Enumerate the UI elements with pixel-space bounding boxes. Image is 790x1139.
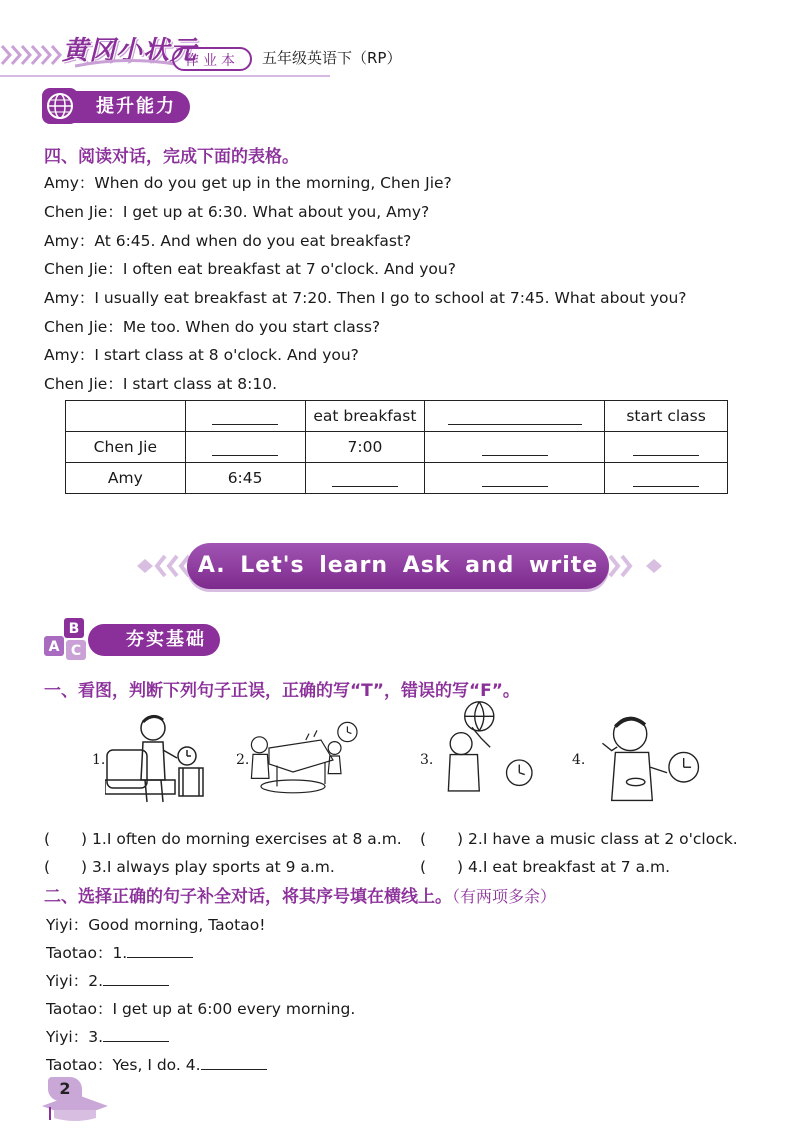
dialogue-line: Amy：When do you get up in the morning, Chen Jie?	[44, 174, 452, 192]
answer-blank[interactable]	[212, 439, 278, 456]
table-cell[interactable]	[605, 463, 728, 494]
answer-blank[interactable]	[127, 943, 193, 958]
svg-text:C: C	[70, 643, 82, 659]
table-row	[66, 463, 728, 494]
answer-blank[interactable]	[448, 408, 582, 425]
grade-label: 五年级英语下（RP）	[262, 49, 402, 67]
answer-blank[interactable]	[201, 1055, 267, 1070]
table-cell[interactable]	[305, 463, 425, 494]
girl-playing-piano-illustration	[245, 706, 365, 806]
answer-blank[interactable]	[633, 439, 699, 456]
table-header-cell[interactable]	[185, 401, 305, 432]
answer-blank[interactable]	[633, 470, 699, 487]
picture-number: 1.	[92, 752, 106, 768]
dialogue-line: Amy：I usually eat breakfast at 7:20. Then I go to school at 7:45. What about you?	[44, 289, 687, 307]
table-header-cell[interactable]	[425, 401, 605, 432]
answer-parentheses[interactable]: ( )	[420, 858, 464, 876]
boy-playing-basketball-illustration	[432, 700, 552, 800]
dialogue-line: Chen Jie：I often eat breakfast at 7 o'clock. And you?	[44, 260, 456, 278]
table-header-cell	[66, 401, 186, 432]
workbook-pill: 作业本	[172, 47, 252, 71]
dialogue-text: Taotao：Yes, I do. 4.	[46, 1056, 201, 1074]
dialogue-text: Yiyi：Good morning, Taotao!	[46, 916, 266, 934]
dialogue-line	[46, 913, 265, 935]
picture-number: 4.	[572, 752, 586, 768]
table-cell[interactable]	[425, 463, 605, 494]
table-cell: Chen Jie	[66, 432, 186, 463]
table-header-cell: eat breakfast	[305, 401, 425, 432]
dialogue-text: Yiyi：3.	[46, 1028, 103, 1046]
question-2-note: （有两项多余）	[452, 887, 557, 906]
dialogue-line: Chen Jie：Me too. When do you start class?	[44, 318, 381, 336]
tf-item-text: 3.I always play sports at 9 a.m.	[92, 858, 335, 876]
tf-item-text: 1.I often do morning exercises at 8 a.m.	[92, 830, 402, 848]
svg-text:A: A	[48, 639, 60, 655]
question-2-heading	[44, 882, 556, 907]
svg-text:B: B	[68, 621, 80, 637]
dialogue-line	[46, 997, 355, 1019]
section-badge-basics	[88, 624, 220, 656]
answer-parentheses[interactable]: ( )	[44, 830, 88, 848]
question-1-heading: 一、看图，判断下列句子正误，正确的写“T”，错误的写“F”。	[44, 681, 520, 701]
dialogue-line	[46, 969, 169, 991]
answer-blank[interactable]	[482, 470, 548, 487]
lesson-banner: A. Let's learn Ask and write	[187, 543, 609, 589]
dialogue-line: Amy：At 6:45. And when do you eat breakfast?	[44, 232, 412, 250]
question-4-heading: 四、阅读对话，完成下面的表格。	[44, 147, 299, 167]
dialogue-text: Taotao：1.	[46, 944, 128, 962]
tf-item-text: 4.I eat breakfast at 7 a.m.	[468, 858, 671, 876]
question-2-text: 二、选择正确的句子补全对话，将其序号填在横线上。	[44, 887, 452, 907]
answer-blank[interactable]	[332, 470, 398, 487]
dialogue-line	[46, 1053, 267, 1075]
table-header-row	[66, 401, 728, 432]
globe-icon	[40, 86, 80, 126]
banner-left-arrows-decoration	[135, 553, 190, 579]
boy-waking-up-illustration	[105, 710, 225, 810]
picture-number: 2.	[236, 752, 250, 768]
table-cell[interactable]	[425, 432, 605, 463]
table-cell[interactable]	[605, 432, 728, 463]
dialogue-text: Yiyi：2.	[46, 972, 103, 990]
brand-logo: 黄冈小状元	[62, 36, 198, 66]
abc-blocks-icon	[40, 616, 100, 662]
dialogue-text: Taotao：I get up at 6:00 every morning.	[46, 1000, 356, 1018]
picture-number: 3.	[420, 752, 434, 768]
dialogue-line: Amy：I start class at 8 o'clock. And you?	[44, 346, 359, 364]
dialogue-line: Chen Jie：I get up at 6:30. What about you, Amy?	[44, 203, 430, 221]
banner-right-arrows-decoration	[609, 553, 664, 579]
tf-item-4	[420, 855, 670, 877]
answer-blank[interactable]	[103, 971, 169, 986]
table-row	[66, 432, 728, 463]
table-header-cell: start class	[605, 401, 728, 432]
tf-item-1	[44, 827, 402, 849]
dialogue-line	[46, 941, 193, 963]
brand-swoosh-decoration	[75, 58, 175, 68]
answer-parentheses[interactable]: ( )	[420, 830, 464, 848]
table-cell: 6:45	[185, 463, 305, 494]
header-divider	[0, 75, 330, 77]
answer-parentheses[interactable]: ( )	[44, 858, 88, 876]
section-badge-label: 提升能力	[96, 96, 176, 117]
tf-item-2	[420, 827, 738, 849]
schedule-table	[65, 400, 728, 494]
page-number: 2	[48, 1077, 82, 1101]
answer-blank[interactable]	[212, 408, 278, 425]
answer-blank[interactable]	[103, 1027, 169, 1042]
tf-item-3	[44, 855, 335, 877]
table-cell[interactable]	[185, 432, 305, 463]
table-cell: 7:00	[305, 432, 425, 463]
boy-eating-breakfast-illustration	[584, 708, 704, 808]
section-badge-label: 夯实基础	[126, 629, 206, 650]
dialogue-line: Chen Jie：I start class at 8:10.	[44, 375, 278, 393]
table-cell: Amy	[66, 463, 186, 494]
dialogue-line	[46, 1025, 169, 1047]
answer-blank[interactable]	[482, 439, 548, 456]
tf-item-text: 2.I have a music class at 2 o'clock.	[468, 830, 738, 848]
